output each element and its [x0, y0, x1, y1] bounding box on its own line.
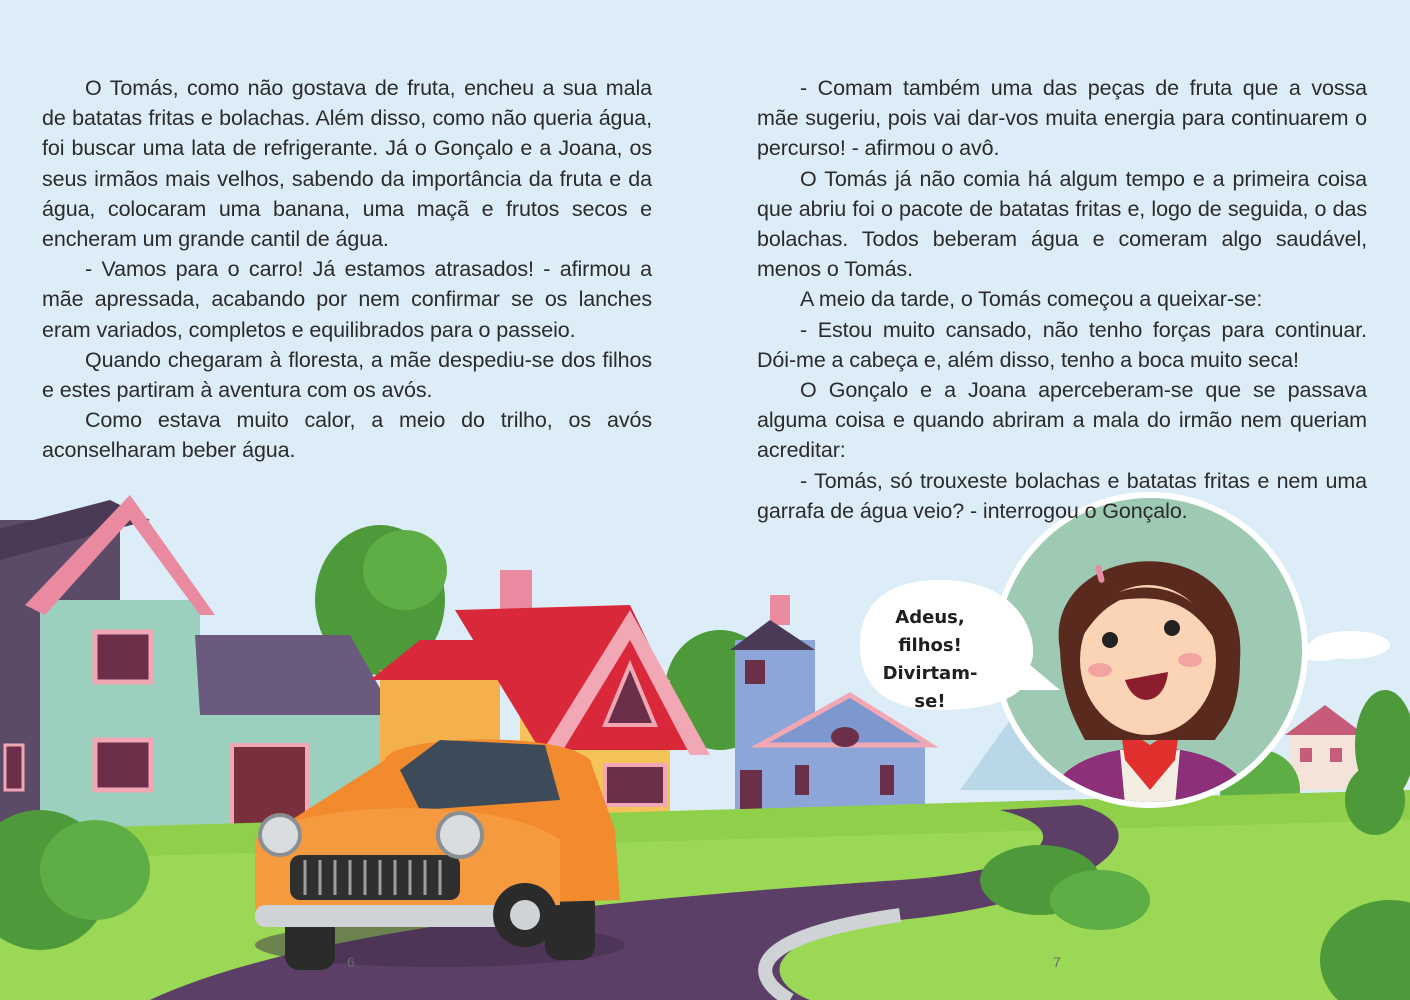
left-page-text: [42, 73, 652, 466]
paragraph: O Tomás, como não gostava de fruta, encheu a sua mala de batatas fritas e bolachas. Além disso, como não queria água, foi buscar uma lata de refrigerante. Já o Gonçalo e a Joana, os seus irmãos mais velhos, sabendo da importância da fruta e da água, colocaram uma banana, uma maçã e frutos secos e encheram um grande cantil de água.: [42, 76, 652, 252]
page-number-right: 7: [1053, 954, 1061, 970]
paragraph: O Gonçalo e a Joana aperceberam-se que se passava alguma coisa e quando abriram a mala do irmão nem queriam acreditar:: [757, 378, 1367, 463]
speech-line: Divirtam-se!: [882, 663, 978, 712]
house-green: [0, 495, 215, 830]
paragraph: Quando chegaram à floresta, a mãe despediu-se dos filhos e estes partiram à aventura com os avós.: [42, 347, 652, 403]
speech-bubble: [870, 604, 990, 716]
speech-line: Adeus,: [895, 607, 965, 628]
page-number-left: 6: [347, 954, 355, 970]
paragraph: - Vamos para o carro! Já estamos atrasados! - afirmou a mãe apressada, acabando por nem confirmar se os lanches eram variados, completos e equilibrados para o passeio.: [42, 257, 652, 342]
paragraph: - Estou muito cansado, não tenho forças para continuar. Dói-me a cabeça e, além disso, tenho a boca muito seca!: [757, 317, 1367, 372]
paragraph: O Tomás já não comia há algum tempo e a primeira coisa que abriu foi o pacote de batatas fritas e, logo de seguida, o das bolachas. Todos beberam água e comeram algo saudável, menos o Tomás.: [757, 166, 1367, 282]
paragraph: - Tomás, só trouxeste bolachas e batatas fritas e nem uma garrafa de água veio? - interrogou o Gonçalo.: [757, 468, 1367, 523]
speech-line: filhos!: [898, 635, 962, 656]
paragraph: - Comam também uma das peças de fruta que a vossa mãe sugeriu, pois vai dar-vos muita energia para continuarem o percurso! - afirmou o avô.: [757, 76, 1367, 161]
right-page-text: [757, 73, 1367, 526]
paragraph: Como estava muito calor, a meio do trilho, os avós aconselharam beber água.: [42, 408, 652, 463]
paragraph: A meio da tarde, o Tomás começou a queixar-se:: [800, 287, 1263, 312]
